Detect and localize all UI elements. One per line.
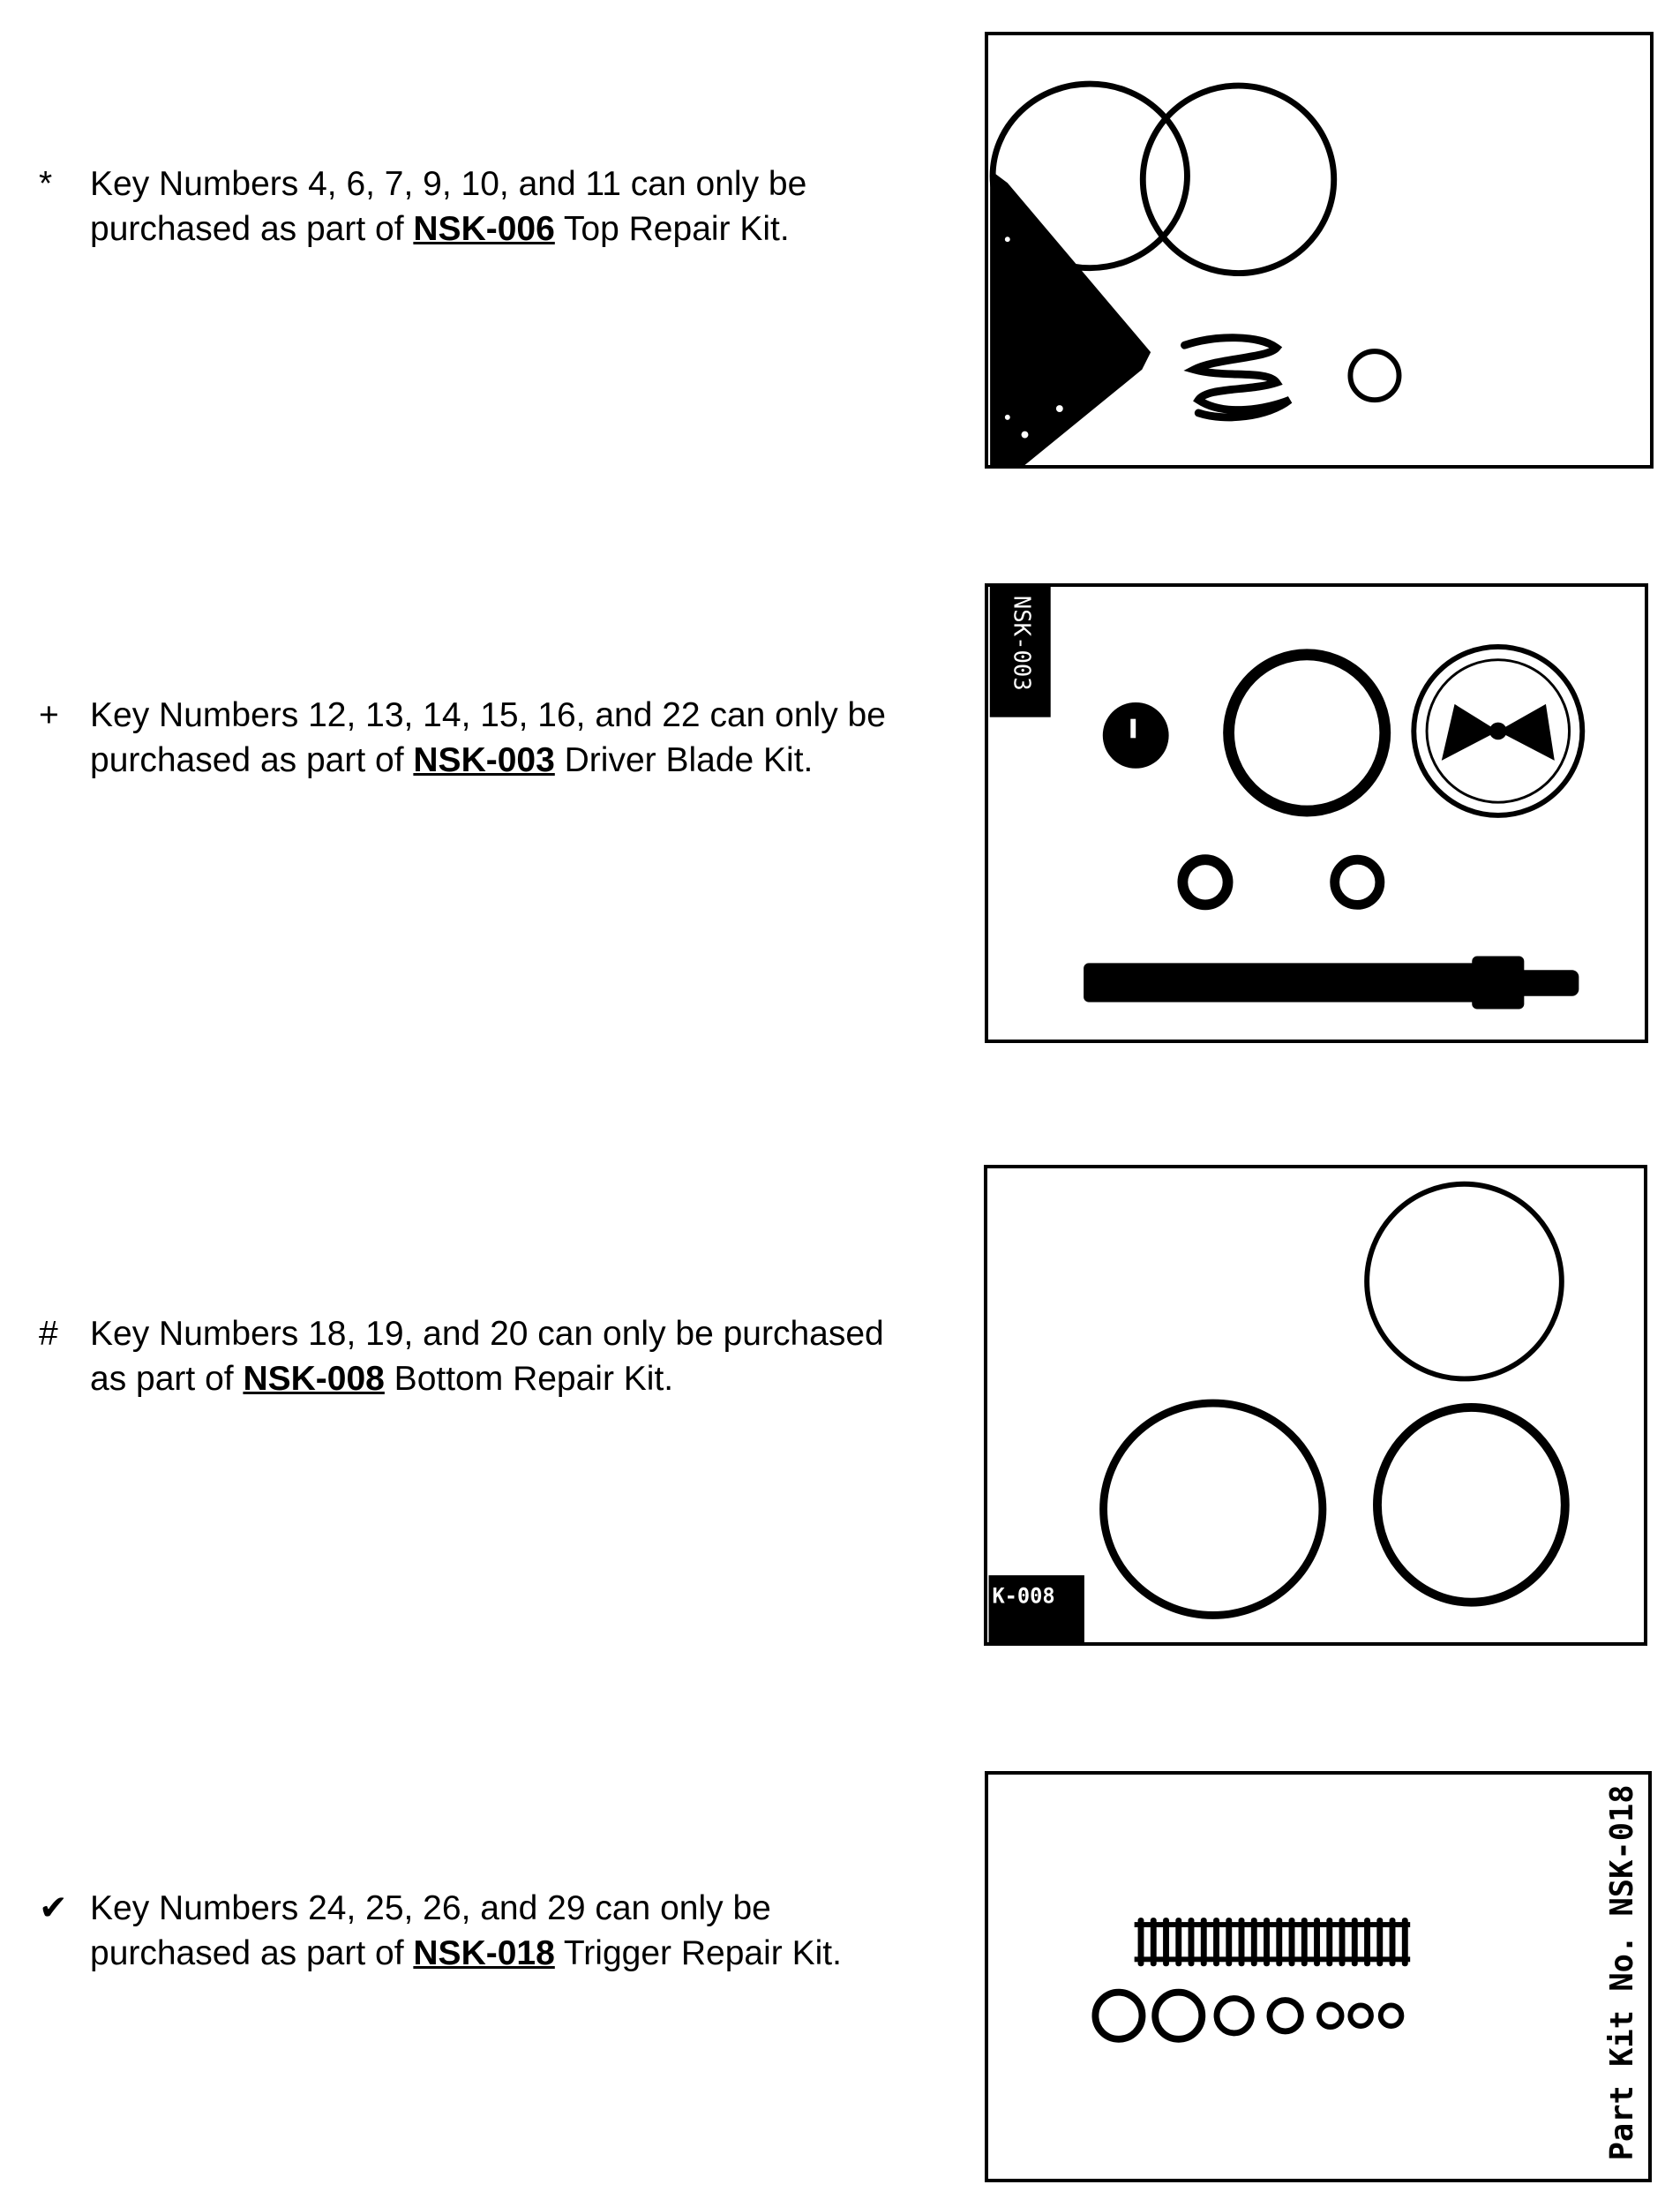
- spring-coil: [1339, 1918, 1346, 1966]
- spring-coil: [1151, 1918, 1157, 1966]
- bag-speck: [1056, 405, 1063, 412]
- note-line-2: [90, 1931, 972, 1976]
- note-line-1: Key Numbers 24, 25, 26, and 29 can only be: [90, 1889, 771, 1927]
- o-ring-1: [1095, 1993, 1142, 2039]
- o-ring-2: [1155, 1993, 1202, 2039]
- o-ring-large-right: [1143, 86, 1333, 274]
- note-line-2-suffix: Bottom Repair Kit.: [384, 1360, 674, 1398]
- o-ring-top: [1367, 1184, 1562, 1379]
- spring-coil: [1138, 1918, 1144, 1966]
- o-ring-piston: [1229, 655, 1385, 811]
- bag-speck: [1087, 59, 1092, 64]
- driver-blade: [1084, 963, 1483, 1002]
- bumper-highlight: [1130, 719, 1136, 739]
- spring-coil: [1213, 1918, 1219, 1966]
- nut: [1182, 860, 1227, 905]
- o-ring-bottom-left: [1104, 1403, 1323, 1615]
- nsk-006-kit-illustration: [988, 35, 1650, 465]
- o-ring-5: [1319, 2004, 1342, 2027]
- checkmark-marker: ✔: [39, 1889, 68, 1927]
- spring-coil: [1251, 1918, 1257, 1966]
- spring-coil: [1301, 1918, 1308, 1966]
- kit-label-vertical: Part Kit No. NSK-018: [1603, 1784, 1640, 2161]
- note-line-2-prefix: purchased as part of: [90, 741, 414, 779]
- note-line-1: Key Numbers 12, 13, 14, 15, 16, and 22 can only be: [90, 696, 886, 734]
- note-line-2: [90, 738, 972, 783]
- kit-number-nsk-018: NSK-018: [413, 1934, 555, 1972]
- nsk-018-kit-illustration: [988, 1775, 1648, 2179]
- note-line-2-prefix: purchased as part of: [90, 1934, 414, 1972]
- spring-coil: [1390, 1918, 1396, 1966]
- hash-marker: #: [39, 1315, 58, 1353]
- spring-coil: [1314, 1918, 1320, 1966]
- spring-coil: [1239, 1918, 1245, 1966]
- o-ring-4: [1270, 2001, 1301, 2031]
- note-line-2: [90, 1356, 972, 1401]
- driver-blade-tip: [1511, 970, 1579, 996]
- kit-tag-label: K-008: [992, 1583, 1055, 1609]
- spring-coil: [1326, 1918, 1332, 1966]
- o-ring-small: [1350, 351, 1399, 400]
- washer: [1335, 860, 1380, 905]
- kit-number-nsk-003: NSK-003: [413, 741, 555, 779]
- photo-nsk-008-kit: [984, 1165, 1647, 1646]
- photo-nsk-003-kit: [985, 583, 1648, 1043]
- spring-coil: [1289, 1918, 1295, 1966]
- note-line-2-suffix: Driver Blade Kit.: [554, 741, 814, 779]
- nsk-003-kit-illustration: [988, 587, 1645, 1040]
- spring-coil: [1175, 1918, 1181, 1966]
- bag-speck: [1022, 432, 1029, 439]
- spring-coil: [1352, 1918, 1358, 1966]
- note-line-2-suffix: Trigger Repair Kit.: [554, 1934, 842, 1972]
- spring-coil: [1163, 1918, 1169, 1966]
- piston-center: [1489, 723, 1507, 740]
- o-ring-3: [1217, 1999, 1251, 2033]
- note-line-1: Key Numbers 4, 6, 7, 9, 10, and 11 can only be: [90, 165, 807, 203]
- note-text: [90, 1311, 972, 1401]
- spring-coil: [1226, 1918, 1232, 1966]
- note-text: [90, 1886, 972, 1976]
- spring-coil: [1189, 1918, 1195, 1966]
- plus-marker: +: [39, 696, 59, 734]
- o-ring-7: [1381, 2005, 1402, 2026]
- nsk-008-kit-illustration: [987, 1168, 1644, 1642]
- spring-coil: [1201, 1918, 1207, 1966]
- note-line-2-prefix: as part of: [90, 1360, 244, 1398]
- note-line-2: [90, 206, 972, 251]
- note-line-1: Key Numbers 18, 19, and 20 can only be purchased: [90, 1315, 884, 1353]
- kit-tag-label: NSK-003: [1008, 595, 1035, 691]
- spring-coil: [1264, 1918, 1270, 1966]
- bag-speck: [1005, 415, 1010, 420]
- kit-bag-corner: [990, 169, 1151, 465]
- kit-number-nsk-006: NSK-006: [413, 210, 555, 248]
- asterisk-marker: *: [39, 165, 53, 203]
- note-line-2-prefix: purchased as part of: [90, 210, 414, 248]
- spring-coil: [1402, 1918, 1408, 1966]
- o-ring-bottom-right: [1377, 1408, 1565, 1603]
- spring-coil: [1276, 1918, 1282, 1966]
- o-ring-6: [1350, 2005, 1371, 2026]
- kit-number-nsk-008: NSK-008: [243, 1360, 385, 1398]
- note-text: [90, 161, 972, 251]
- note-line-2-suffix: Top Repair Kit.: [554, 210, 790, 248]
- spring-coil: [1376, 1918, 1383, 1966]
- note-text: [90, 693, 972, 783]
- bag-speck: [1005, 236, 1010, 242]
- photo-nsk-018-kit: [985, 1771, 1652, 2182]
- spring: [1185, 338, 1290, 417]
- o-ring-large-left: [993, 84, 1187, 268]
- photo-nsk-006-kit: [985, 32, 1654, 469]
- spring-coil: [1364, 1918, 1370, 1966]
